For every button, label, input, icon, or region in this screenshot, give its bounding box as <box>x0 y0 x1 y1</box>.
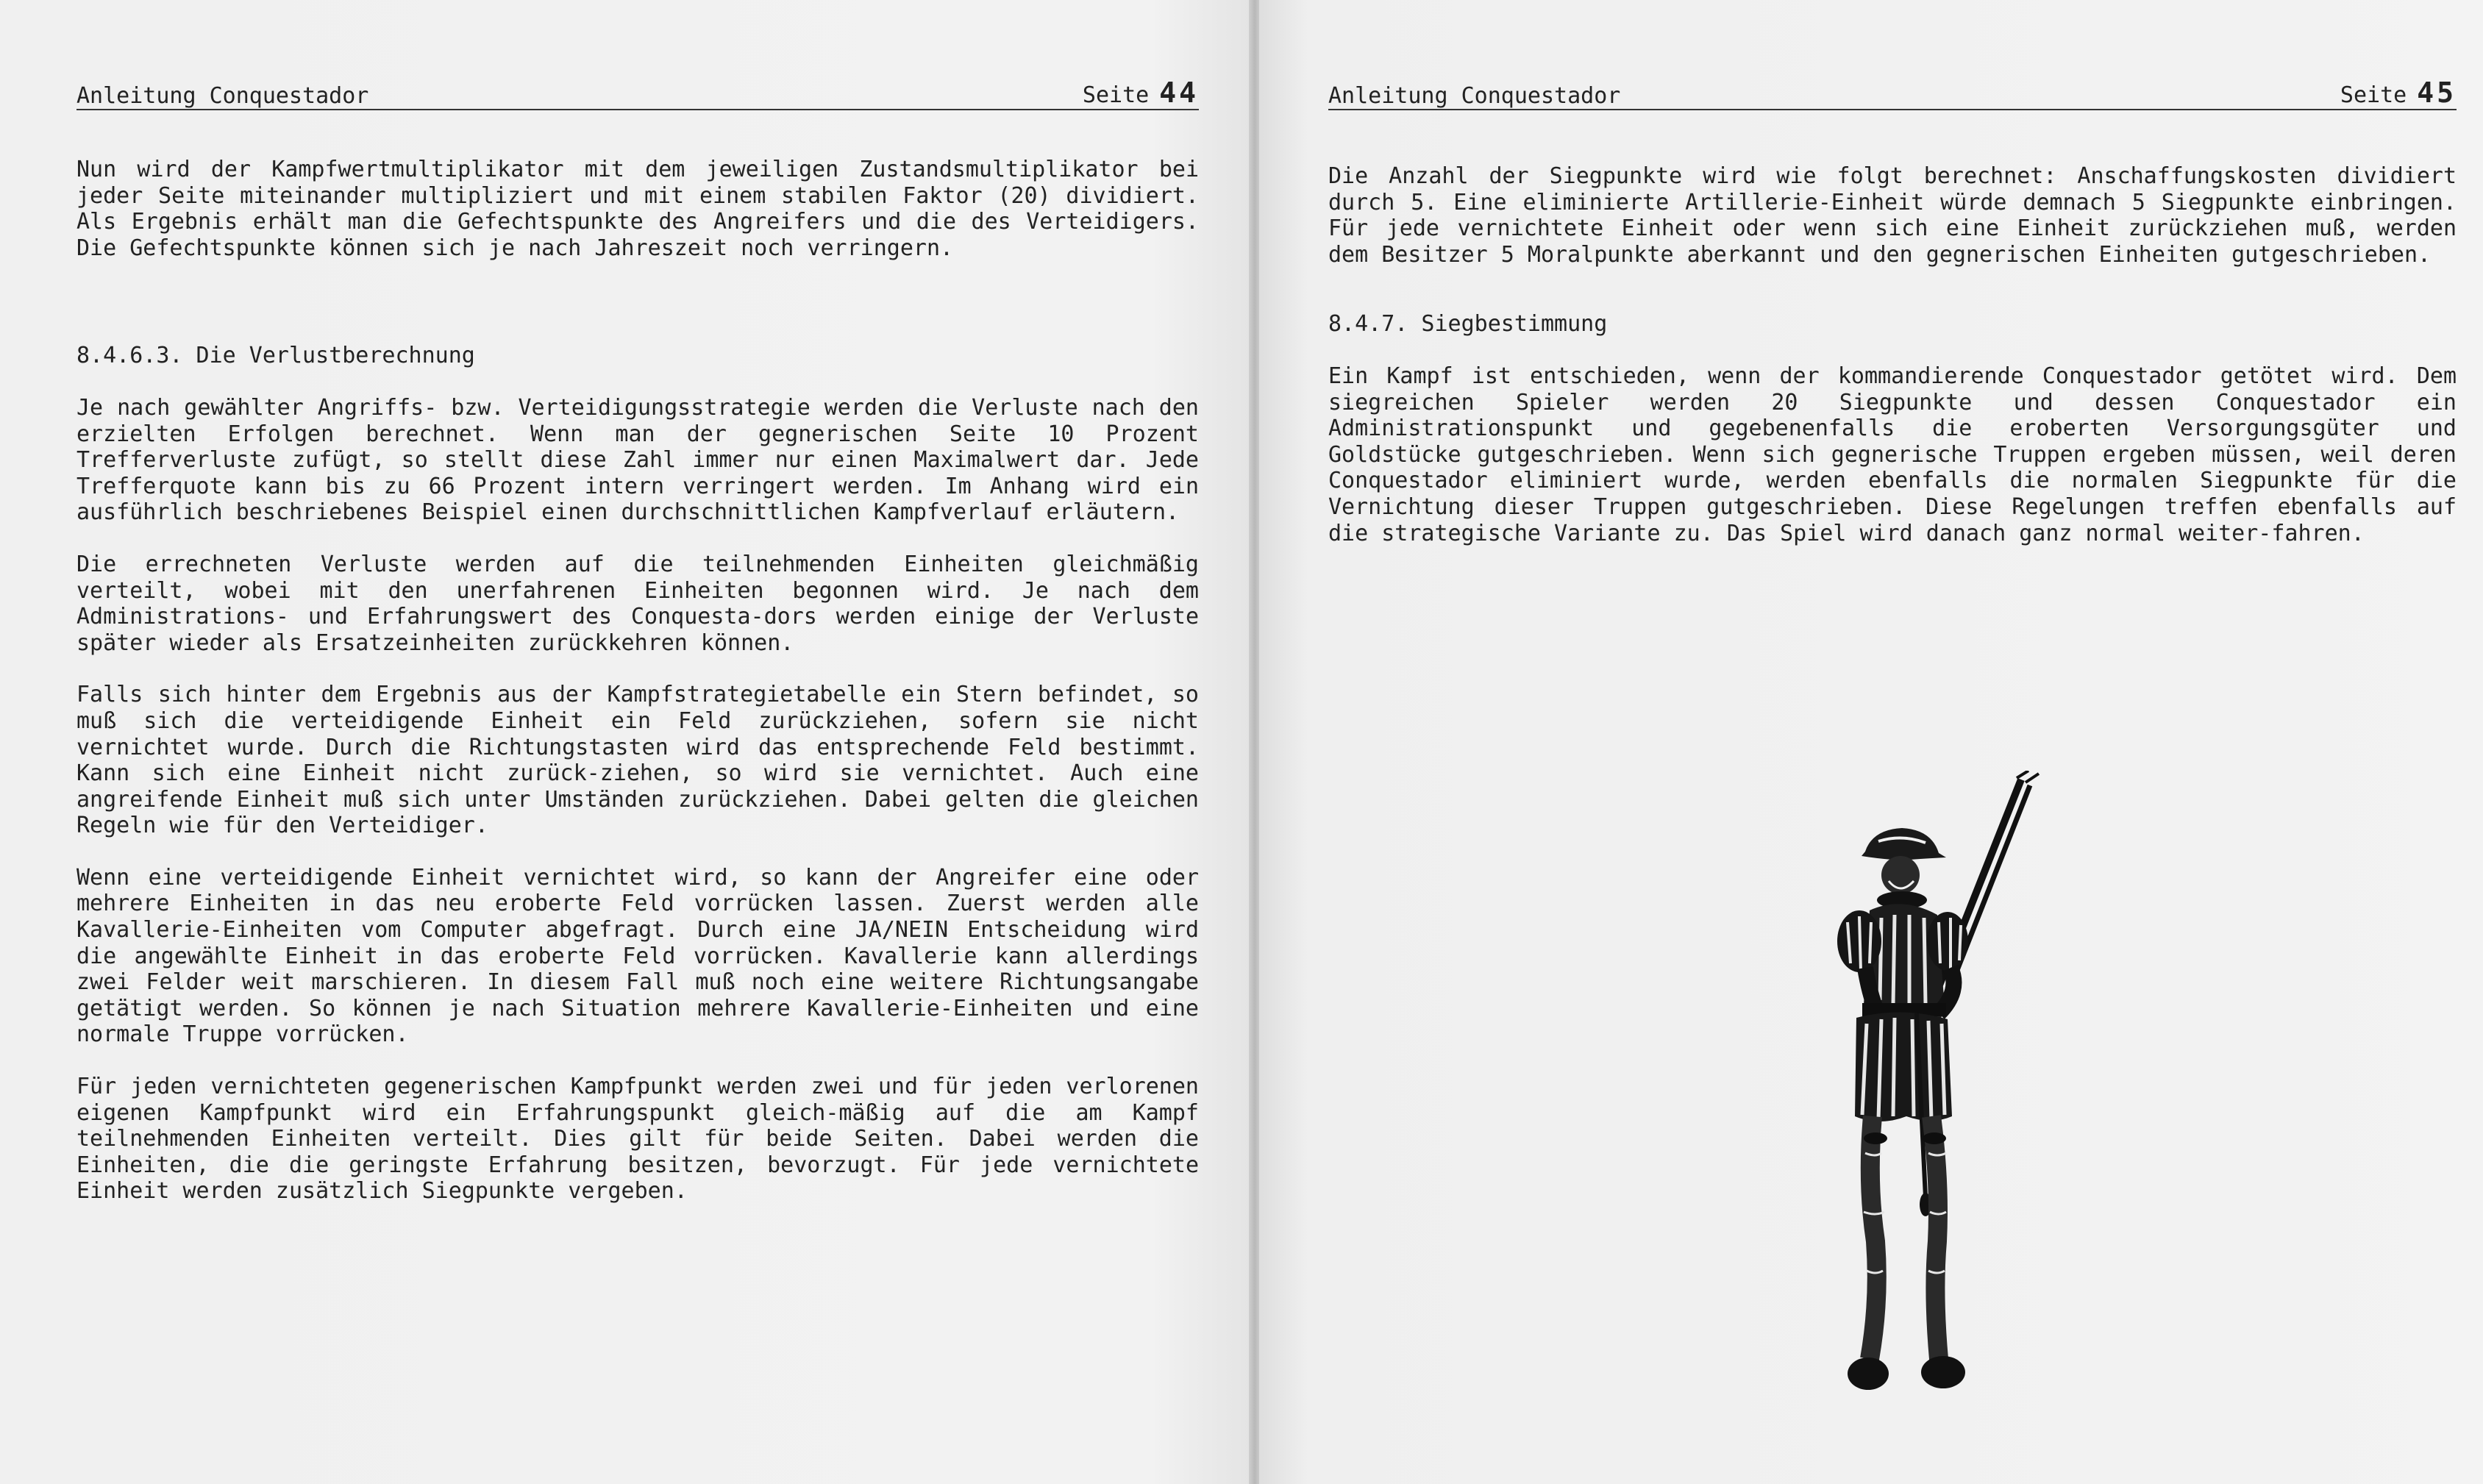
page-number: 44 <box>1159 76 1199 109</box>
section-heading: 8.4.6.3. Die Verlustberechnung <box>76 343 475 369</box>
page-number: 45 <box>2417 76 2457 109</box>
page-label: Seite <box>1082 82 1150 108</box>
header-title: Anleitung Conquestador <box>1328 83 1621 109</box>
paragraph: Ein Kampf ist entschieden, wenn der kommandierende Conquestador getötet wird. Dem siegreichen Spieler werden 20 Siegpunkte und dessen Conquestador ein Administrationspunkt und gegebenenfalls die eroberten Versorgungsgüter und Goldstücke gutgeschrieben. Wenn sich gegnerische Truppen ergeben müssen, weil deren Conquestador eliminiert wurde, werden ebenfalls die normalen Siegpunkte für die Vernichtung dieser Truppen gutgeschrieben. Diese Regelungen treffen ebenfalls auf die strategische Variante zu. Das Spiel wird danach ganz normal weiter-fahren. <box>1328 363 2457 546</box>
paragraph: Für jeden vernichteten gegenerischen Kampfpunkt werden zwei und für jeden verlorenen eigenen Kampfpunkt wird ein Erfahrungspunkt gleich-mäßig auf die am Kampf teilnehmenden Einheiten verteilt. Dies gilt für beide Seiten. Dabei werden die Einheiten, die die geringste Erfahrung besitzen, bevorzugt. Für jede vernichtete Einheit werden zusätzlich Siegpunkte vergeben. <box>76 1074 1199 1205</box>
header-title: Anleitung Conquestador <box>76 83 369 109</box>
page-number-label <box>2340 76 2457 109</box>
paragraph: Nun wird der Kampfwertmultiplikator mit dem jeweiligen Zustandsmultiplikator bei jeder Seite miteinander multipliziert und mit einem stabilen Faktor (20) dividiert. Als Ergebnis erhält man die Gefechtspunkte des Angreifers und die des Verteidigers. Die Gefechtspunkte können sich je nach Jahreszeit noch verringern. <box>76 157 1199 261</box>
paragraph: Wenn eine verteidigende Einheit vernichtet wird, so kann der Angreifer eine oder mehrere Einheiten in das neu eroberte Feld vorrücken lassen. Zuerst werden alle Kavallerie-Einheiten vom Computer abgefragt. Durch eine JA/NEIN Entscheidung wird die angewählte Einheit in das eroberte Feld vorrücken. Kavallerie kann allerdings zwei Felder weit marschieren. In diesem Fall muß noch eine weitere Richtungsangabe getätigt werden. So können je nach Situation mehrere Kavallerie-Einheiten und eine normale Truppe vorrücken. <box>76 864 1199 1048</box>
paragraph: Die Anzahl der Siegpunkte wird wie folgt berechnet: Anschaffungskosten dividiert durch 5. Eine eliminierte Artillerie-Einheit würde demnach 5 Siegpunkte einbringen. Für jede vernichtete Einheit oder wenn sich eine Einheit zurückziehen muß, werden dem Besitzer 5 Moralpunkte aberkannt und den gegnerischen Einheiten gutgeschrieben. <box>1328 163 2457 268</box>
paragraph: Die errechneten Verluste werden auf die teilnehmenden Einheiten gleichmäßig verteilt, wobei mit den unerfahrenen Einheiten begonnen wird. Je nach dem Administrations- und Erfahrungswert des Conquesta-dors werden einige der Verluste später wieder als Ersatzeinheiten zurückkehren können. <box>76 551 1199 656</box>
page-label: Seite <box>2340 82 2407 108</box>
section-heading: 8.4.7. Siegbestimmung <box>1328 311 1608 338</box>
paragraph: Falls sich hinter dem Ergebnis aus der Kampfstrategietabelle ein Stern befindet, so muß sich die verteidigende Einheit ein Feld zurückziehen, sofern sie nicht vernichtet wurde. Durch die Richtungstasten wird das entsprechende Feld bestimmt. Kann sich eine Einheit nicht zurück-ziehen, so wird sie vernichtet. Auch eine angreifende Einheit muß sich unter Umständen zurückziehen. Dabei gelten die gleichen Regeln wie für den Verteidiger. <box>76 682 1199 839</box>
page-header <box>1328 76 2457 110</box>
page-body <box>1328 163 2457 572</box>
paragraph: Je nach gewählter Angriffs- bzw. Verteidigungsstrategie werden die Verluste nach den erzielten Erfolgen berechnet. Wenn man der gegnerischen Seite 10 Prozent Trefferverluste zufügt, so stellt diese Zahl immer nur einen Maximalwert dar. Jede Trefferquote kann bis zu 66 Prozent intern verringert werden. Im Anhang wird ein ausführlich beschriebenes Beispiel einen durchschnittlichen Kampfverlauf erläutern. <box>76 394 1199 526</box>
page-body <box>76 157 1199 1230</box>
right-page <box>1259 0 2483 1484</box>
conquistador-soldier-illustration <box>1821 771 2042 1403</box>
page-number-label <box>1083 76 1199 109</box>
page-header <box>76 76 1199 110</box>
